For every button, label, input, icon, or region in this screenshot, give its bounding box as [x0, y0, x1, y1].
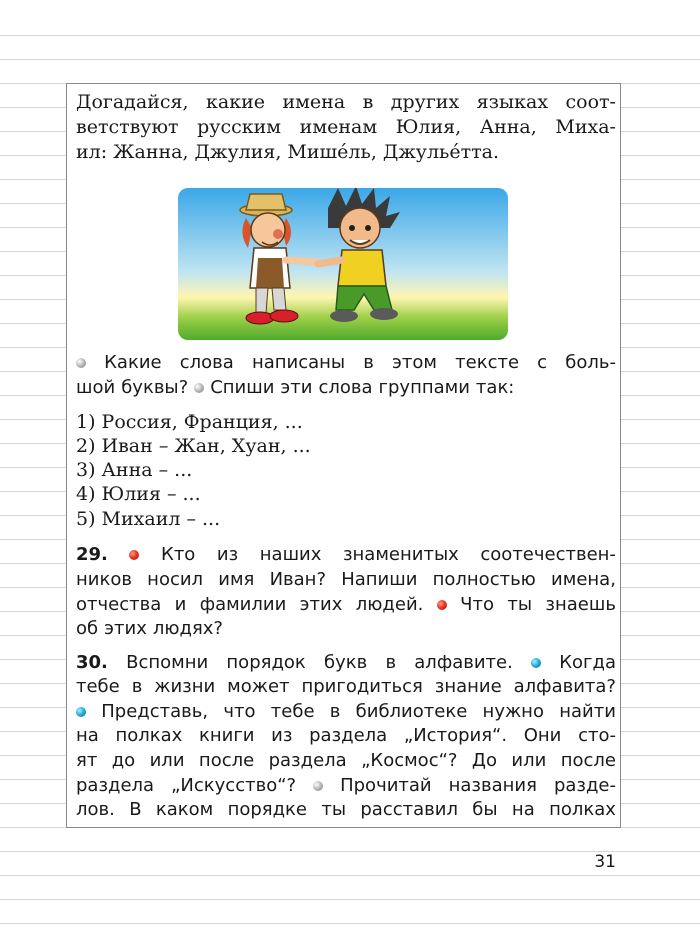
- word: расставил: [360, 799, 458, 820]
- word: раздела: [268, 750, 347, 771]
- list-item: 1) Россия, Франция, ...: [76, 411, 303, 433]
- word: после: [198, 750, 255, 771]
- word: бы: [472, 799, 498, 820]
- word: имя: [218, 569, 255, 590]
- gray-marker-icon: [76, 358, 86, 368]
- word: соотечествен-: [480, 544, 616, 565]
- word: книги: [199, 725, 255, 746]
- exercise-30-line-3: [76, 700, 616, 724]
- word: Жанна,: [113, 141, 189, 163]
- word: до: [111, 750, 136, 771]
- word: буквы?: [121, 377, 189, 398]
- word: отчества: [76, 594, 162, 615]
- word: знаешь: [545, 594, 616, 615]
- word: Джулье́тта.: [382, 141, 500, 163]
- word: „Космос“?: [361, 750, 458, 771]
- word: этих: [104, 618, 147, 639]
- word: на: [76, 725, 99, 746]
- word: людях?: [152, 618, 223, 639]
- word: тебе: [76, 676, 120, 697]
- word: шой: [76, 377, 116, 398]
- word: что: [223, 701, 256, 722]
- task-line-2: [76, 376, 616, 400]
- intro-line-1: [76, 90, 616, 114]
- word: пригодиться: [301, 676, 423, 697]
- word: об: [76, 618, 99, 639]
- word: Они: [523, 725, 562, 746]
- exercise-30-line-5: [76, 749, 616, 773]
- word: в: [131, 676, 143, 697]
- word: имена,: [551, 569, 616, 590]
- word: „История“.: [403, 725, 508, 746]
- word: сто-: [578, 725, 616, 746]
- exercise-30-line-6: [76, 774, 616, 798]
- word: слова: [179, 352, 234, 373]
- gray-marker-icon: [313, 781, 323, 791]
- word: Вспомни: [126, 652, 209, 673]
- word: на: [511, 799, 535, 820]
- word: наших: [259, 544, 322, 565]
- word: библиотеке: [355, 701, 468, 722]
- word: Мише́ль,: [287, 141, 377, 163]
- word: алфавите.: [414, 652, 513, 673]
- word: Юлия,: [395, 116, 462, 138]
- word: Что: [460, 594, 494, 615]
- blue-marker-icon: [531, 658, 541, 668]
- word: Миха-: [555, 116, 616, 138]
- word: До: [471, 750, 497, 771]
- task-line-1: [76, 351, 616, 375]
- word: Какие: [104, 352, 162, 373]
- word: раздела: [76, 775, 155, 796]
- word: других: [390, 91, 460, 113]
- exercise-number: 29.: [76, 544, 108, 565]
- word: порядке: [227, 799, 308, 820]
- word: „Искусство“?: [171, 775, 297, 796]
- word: людей.: [355, 594, 424, 615]
- word: группами: [378, 377, 470, 398]
- word: слова: [318, 377, 373, 398]
- word: тексте: [455, 352, 520, 373]
- word: Прочитай: [340, 775, 432, 796]
- word: ят: [76, 750, 98, 771]
- word: соот-: [565, 91, 616, 113]
- exercise-number: 30.: [76, 652, 108, 673]
- word: или: [511, 750, 547, 771]
- intro-line-2: [76, 115, 616, 139]
- word: полностью: [432, 569, 536, 590]
- word: и: [174, 594, 187, 615]
- word: Догадайся,: [76, 91, 189, 113]
- word: ил:: [76, 141, 108, 163]
- word: так:: [475, 377, 515, 398]
- word: лов.: [76, 799, 115, 820]
- word: ты: [507, 594, 533, 615]
- word: Анна,: [479, 116, 537, 138]
- exercise-29-line-2: [76, 568, 616, 592]
- word: ников: [76, 569, 132, 590]
- word: названия: [448, 775, 537, 796]
- exercise-29-line-4: [76, 617, 616, 641]
- word: Иван?: [269, 569, 327, 590]
- word: имена: [282, 91, 346, 113]
- list-item: 3) Анна – ...: [76, 459, 193, 481]
- word: ты: [321, 799, 347, 820]
- word: Кто: [161, 544, 196, 565]
- word: в: [362, 91, 374, 113]
- word: какие: [206, 91, 265, 113]
- word: в: [363, 352, 374, 373]
- word: именам: [299, 116, 378, 138]
- word: раздела: [309, 725, 388, 746]
- word: знаменитых: [342, 544, 459, 565]
- list-item: 4) Юлия – ...: [76, 483, 201, 505]
- word: тебе: [270, 701, 315, 722]
- word: носил: [147, 569, 204, 590]
- exercise-30-line-2: [76, 675, 616, 699]
- word: написаны: [251, 352, 346, 373]
- exercise-29-line-1: [76, 543, 616, 567]
- page-number: 31: [594, 852, 616, 872]
- word: Представь,: [101, 701, 209, 722]
- word: ветствуют: [76, 116, 179, 138]
- word: русским: [197, 116, 282, 138]
- word: каком: [155, 799, 214, 820]
- word: из: [271, 725, 293, 746]
- word: этих: [299, 594, 343, 615]
- word: найти: [559, 701, 616, 722]
- exercise-29-line-3: [76, 593, 616, 617]
- word: полках: [115, 725, 183, 746]
- gray-marker-icon: [194, 383, 204, 393]
- word: может: [227, 676, 290, 697]
- word: эти: [280, 377, 313, 398]
- cartoon-illustration: [178, 188, 508, 340]
- intro-line-3: [76, 140, 616, 164]
- list-item: 2) Иван – Жан, Хуан, ...: [76, 435, 311, 457]
- blue-marker-icon: [76, 707, 86, 717]
- word: фамилии: [199, 594, 287, 615]
- word: букв: [324, 652, 368, 673]
- word: или: [149, 750, 185, 771]
- word: знание: [434, 676, 502, 697]
- word: разде-: [553, 775, 616, 796]
- exercise-30-line-7: [76, 798, 616, 822]
- word: после: [560, 750, 616, 771]
- word: Когда: [559, 652, 616, 673]
- exercise-30-line-1: [76, 651, 616, 675]
- word: Спиши: [210, 377, 275, 398]
- word: жизни: [154, 676, 216, 697]
- word: нужно: [482, 701, 544, 722]
- word: из: [216, 544, 239, 565]
- exercise-30-line-4: [76, 724, 616, 748]
- word: полках: [549, 799, 616, 820]
- word: Напиши: [341, 569, 418, 590]
- word: с: [537, 352, 548, 373]
- word: порядок: [226, 652, 306, 673]
- word: алфавита?: [513, 676, 616, 697]
- word: этом: [392, 352, 437, 373]
- word: В: [129, 799, 142, 820]
- word: языках: [476, 91, 549, 113]
- word: в: [329, 701, 341, 722]
- word: Джулия,: [194, 141, 282, 163]
- word: боль-: [565, 352, 616, 373]
- red-marker-icon: [129, 550, 139, 560]
- word: в: [385, 652, 397, 673]
- list-item: 5) Михаил – ...: [76, 508, 221, 530]
- red-marker-icon: [437, 600, 447, 610]
